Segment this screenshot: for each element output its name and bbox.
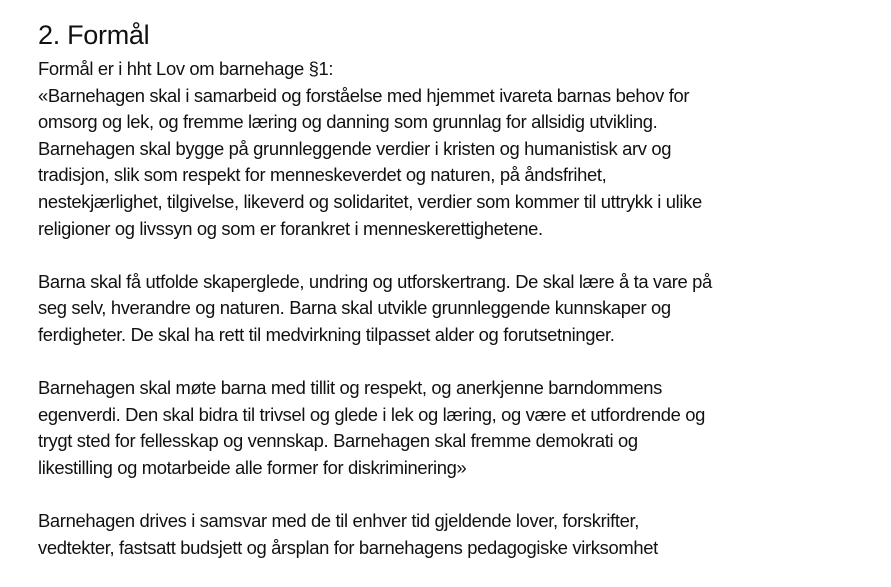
paragraph-line: egenverdi. Den skal bidra til trivsel og glede i lek og læring, og være et utfordrende og (38, 403, 706, 425)
section-heading: 2. Formål (38, 20, 150, 50)
paragraph-respect (38, 375, 878, 481)
paragraph-operation (38, 508, 878, 561)
paragraph-line: Barnehagen drives i samsvar med de til enhver tid gjeldende lover, forskrifter, (38, 510, 640, 532)
paragraph-line: Barnehagen skal møte barna med tillit og respekt, og anerkjenne barndommens (38, 377, 662, 399)
paragraph-purpose (38, 56, 878, 242)
paragraph-line: seg selv, hverandre og naturen. Barna skal utvikle grunnleggende kunnskaper og (38, 297, 671, 319)
paragraph-line: Barna skal få utfolde skaperglede, undring og utforskertrang. De skal lære å ta vare på (38, 270, 712, 292)
paragraph-line: ferdigheter. De skal ha rett til medvirkning tilpasset alder og forutsetninger. (38, 323, 615, 345)
paragraph-line: religioner og livssyn og som er forankret i menneskerettighetene. (38, 217, 543, 239)
paragraph-line: trygt sted for fellesskap og vennskap. Barnehagen skal fremme demokrati og (38, 430, 638, 452)
paragraph-children (38, 269, 878, 349)
paragraph-line: likestilling og motarbeide alle former for diskriminering» (38, 456, 467, 478)
paragraph-line: tradisjon, slik som respekt for menneskeverdet og naturen, på åndsfrihet, (38, 164, 607, 186)
paragraph-line: «Barnehagen skal i samarbeid og forståelse med hjemmet ivareta barnas behov for (38, 84, 690, 106)
paragraph-line: omsorg og lek, og fremme læring og danning som grunnlag for allsidig utvikling. (38, 111, 658, 133)
paragraph-line: Barnehagen skal bygge på grunnleggende verdier i kristen og humanistisk arv og (38, 137, 672, 159)
paragraph-line: vedtekter, fastsatt budsjett og årsplan for barnehagens pedagogiske virksomhet (38, 536, 658, 558)
paragraph-line: nestekjærlighet, tilgivelse, likeverd og solidaritet, verdier som kommer til uttrykk i ulike (38, 190, 702, 212)
paragraph-line: Formål er i hht Lov om barnehage §1: (38, 58, 334, 79)
document-body (38, 18, 878, 561)
